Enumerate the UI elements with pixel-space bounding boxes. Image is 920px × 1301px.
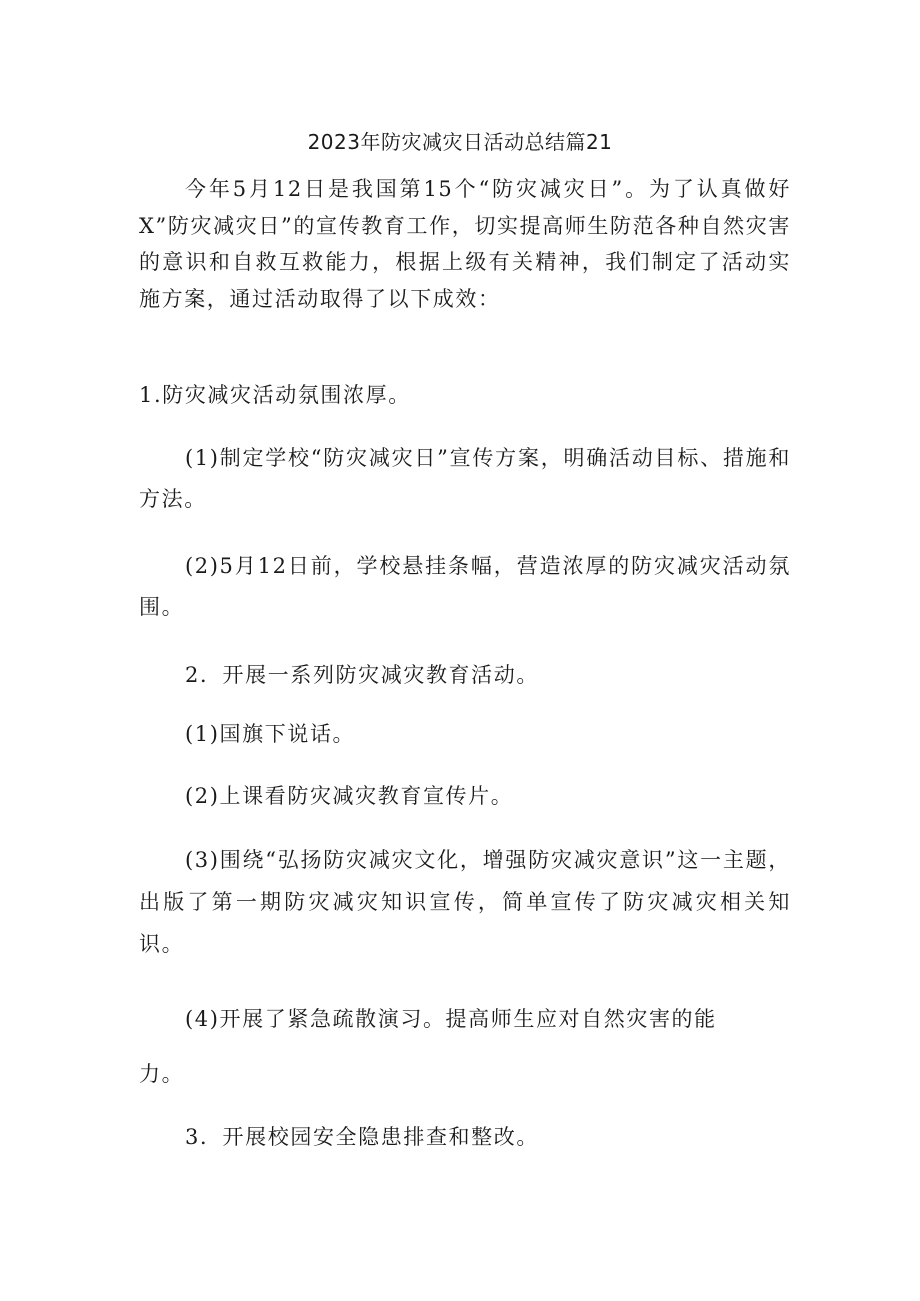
section-2-item-1: (1)国旗下说话。 <box>185 722 356 746</box>
section-2-item-4-continued: 力。 <box>139 1062 185 1086</box>
section-2-item-2: (2)上课看防灾减灾教育宣传片。 <box>185 784 514 808</box>
section-2-item-3: (3)围绕“弘扬防灾减灾文化，增强防灾减灾意识”这一主题，出版了第一期防灾减灾知识宣传，简单宣传了防灾减灾相关知识。 <box>139 848 791 956</box>
section-heading-3: 3．开展校园安全隐患排查和整改。 <box>185 1125 539 1149</box>
section-1-item-2: (2)5月12日前，学校悬挂条幅，营造浓厚的防灾减灾活动氛围。 <box>139 554 791 619</box>
section-heading-2: 2．开展一系列防灾减灾教育活动。 <box>185 663 539 687</box>
section-1-item-1: (1)制定学校“防灾减灾日”宣传方案，明确活动目标、措施和方法。 <box>139 446 791 511</box>
section-2-item-4: (4)开展了紧急疏散演习。提高师生应对自然灾害的能 <box>185 1007 717 1031</box>
document-title: 2023年防灾减灾日活动总结篇21 <box>307 130 613 154</box>
section-heading-1: 1.防灾减灾活动氛围浓厚。 <box>139 383 411 407</box>
intro-paragraph: 今年5月12日是我国第15个“防灾减灾日”。为了认真做好X”防灾减灾日”的宣传教育工作，切实提高师生防范各种自然灾害的意识和自救互救能力，根据上级有关精神，我们制定了活动实施方案，通过活动取得了以下成效： <box>139 177 791 311</box>
